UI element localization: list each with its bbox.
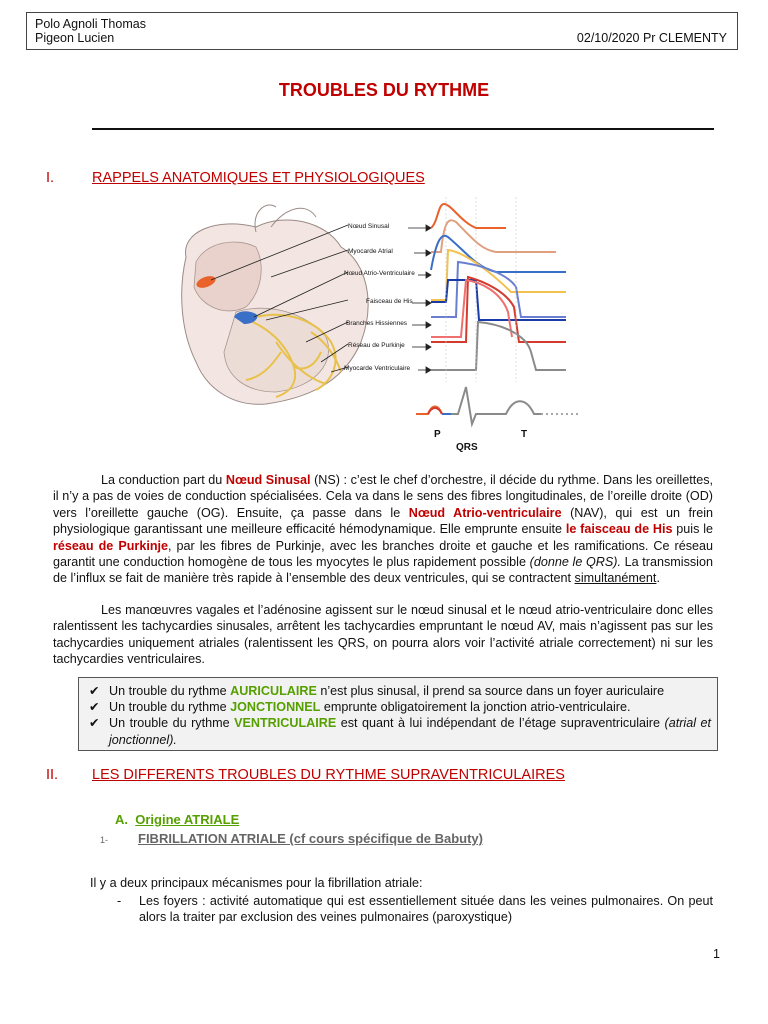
author-2: Pigeon Lucien bbox=[35, 31, 115, 45]
p1-text-4: puis le bbox=[672, 522, 714, 537]
box-item-3-text-b: est quant à lui indépendant de l’étage supraventriculaire bbox=[336, 716, 665, 731]
box-item-1-highlight: AURICULAIRE bbox=[230, 684, 317, 698]
p1-text-1: La conduction part du bbox=[101, 473, 226, 487]
paragraph-conduction bbox=[53, 472, 713, 587]
bullet-text: activité automatique qui est essentiellement située dans les veines pulmonaires. On peut alors la traiter par exclusion des veines pulmonaires (paroxystique) bbox=[139, 894, 713, 925]
label-av-node: Nœud Atrio-Ventriculaire bbox=[344, 270, 415, 277]
box-item-junctional bbox=[85, 699, 711, 715]
paragraph-vagal: Les manœuvres vagales et l’adénosine agissent sur le nœud sinusal et le nœud atrio-ventriculaire donc elles ralentissent les tachycardies sinusales, arrêtent les tachycardies empruntant le nœud AV, mais n’agissent pas sur les tachycardies uniquement atriales (ralentissent les QRS, on pourra alors voir l’activité atriale correctement) ni sur les tachycardies ventriculaires. bbox=[53, 603, 713, 667]
dash-marker: - bbox=[117, 894, 122, 908]
box-item-3-text-a: Un trouble du rythme bbox=[109, 716, 235, 731]
author-1: Polo Agnoli Thomas bbox=[35, 17, 146, 31]
heart-illustration bbox=[182, 205, 368, 404]
subsection-1-heading bbox=[100, 831, 483, 846]
fa-mechanisms-intro: Il y a deux principaux mécanismes pour la fibrillation atriale: bbox=[90, 876, 423, 890]
rhythm-types-box bbox=[78, 677, 718, 751]
section-2-number: II. bbox=[46, 767, 59, 783]
p1-qrs: (donne le QRS). bbox=[529, 555, 621, 570]
label-atrial-myocardium: Myocarde Atrial bbox=[348, 248, 393, 255]
p1-purkinje: réseau de Purkinje bbox=[53, 538, 169, 553]
subsection-1-title: FIBRILLATION ATRIALE (cf cours spécifique de Babuty) bbox=[138, 831, 483, 846]
label-sinus-node: Nœud Sinusal bbox=[348, 223, 390, 230]
box-item-2-text-b: emprunte obligatoirement la jonction atrio-ventriculaire. bbox=[320, 700, 631, 715]
page-number: 1 bbox=[713, 947, 720, 961]
p1-text-5: , par les fibres de Purkinje, avec les branches droite et gauche et les ramifications. Ce réseau garantit une conduction homogène de tous les myocytes le plus rapidement possible bbox=[53, 538, 714, 570]
bullet-content bbox=[117, 893, 713, 926]
p1-text-6: La transmission de l’influx se fait de manière très rapide à l’ensemble des deux ventricules, qui se contractent bbox=[53, 555, 713, 586]
subsection-a-title: Origine ATRIALE bbox=[135, 812, 240, 827]
subsection-1-number: 1- bbox=[100, 835, 109, 845]
p1-simultaneously: simultanément bbox=[574, 571, 657, 586]
section-1-number: I. bbox=[46, 170, 55, 186]
subsection-a-heading bbox=[115, 812, 239, 827]
box-item-ventricular bbox=[85, 715, 711, 747]
document-title: TROUBLES DU RYTHME bbox=[278, 80, 490, 100]
action-potential-curves bbox=[431, 204, 566, 370]
subsection-a-number: A. bbox=[115, 812, 128, 827]
label-ventricular-myocardium: Myocarde Ventriculaire bbox=[344, 365, 411, 372]
p1-av-node: Nœud Atrio-ventriculaire bbox=[408, 505, 562, 520]
cardiac-conduction-diagram bbox=[176, 192, 586, 454]
ecg-label-qrs: QRS bbox=[456, 442, 478, 453]
check-icon: ✔ bbox=[89, 684, 100, 698]
title-rule bbox=[92, 128, 714, 130]
authors bbox=[35, 17, 146, 45]
p1-his-bundle: le faisceau de His bbox=[565, 522, 673, 537]
label-his-branches: Branches Hissiennes bbox=[346, 320, 408, 327]
date-professor: 02/10/2020 Pr CLEMENTY bbox=[576, 31, 727, 45]
label-purkinje-network: Réseau de Purkinje bbox=[348, 342, 405, 349]
bullet-foyers bbox=[117, 893, 713, 926]
section-1-title: RAPPELS ANATOMIQUES ET PHYSIOLOGIQUES bbox=[92, 170, 425, 186]
ecg-trace bbox=[416, 387, 581, 424]
ecg-label-p: P bbox=[434, 429, 441, 440]
check-icon: ✔ bbox=[89, 716, 100, 731]
ecg-label-t: T bbox=[521, 429, 528, 440]
label-his-bundle: Faisceau de His bbox=[366, 298, 413, 305]
p1-text-2: (NS) : c’est le chef d’orchestre, il décide du rythme. Dans les oreillettes, il n’y a pas de voies de conduction spécialisées. Cela va dans le sens des fibres longitudinales, de l’oreille droite (OD) vers l’oreillette gauche (OG). Ensuite, ça passe dans le bbox=[53, 473, 713, 520]
box-item-3-highlight: VENTRICULAIRE bbox=[234, 716, 337, 731]
box-item-1-text-b: n’est plus sinusal, il prend sa source dans un foyer auriculaire bbox=[316, 684, 665, 698]
box-item-1-text-a: Un trouble du rythme bbox=[109, 684, 231, 698]
box-item-auricular bbox=[85, 683, 711, 699]
bullet-lead: Les foyers : bbox=[139, 894, 206, 908]
header-box bbox=[26, 12, 738, 50]
check-icon: ✔ bbox=[89, 700, 100, 715]
section-1-heading bbox=[46, 170, 425, 186]
box-item-3-italic: (atrial et jonctionnel). bbox=[109, 716, 711, 747]
section-2-title: LES DIFFERENTS TROUBLES DU RYTHME SUPRAVENTRICULAIRES bbox=[92, 767, 565, 783]
box-item-2-highlight: JONCTIONNEL bbox=[230, 700, 321, 715]
p1-text-3: (NAV), qui est un frein physiologique garantissant une meilleure efficacité hémodynamique. Elle emprunte ensuite bbox=[53, 505, 713, 537]
box-item-2-text-a: Un trouble du rythme bbox=[109, 700, 231, 715]
p1-text-7: . bbox=[656, 571, 660, 586]
p1-sinus-node: Nœud Sinusal bbox=[225, 473, 311, 487]
section-2-heading bbox=[46, 767, 565, 783]
